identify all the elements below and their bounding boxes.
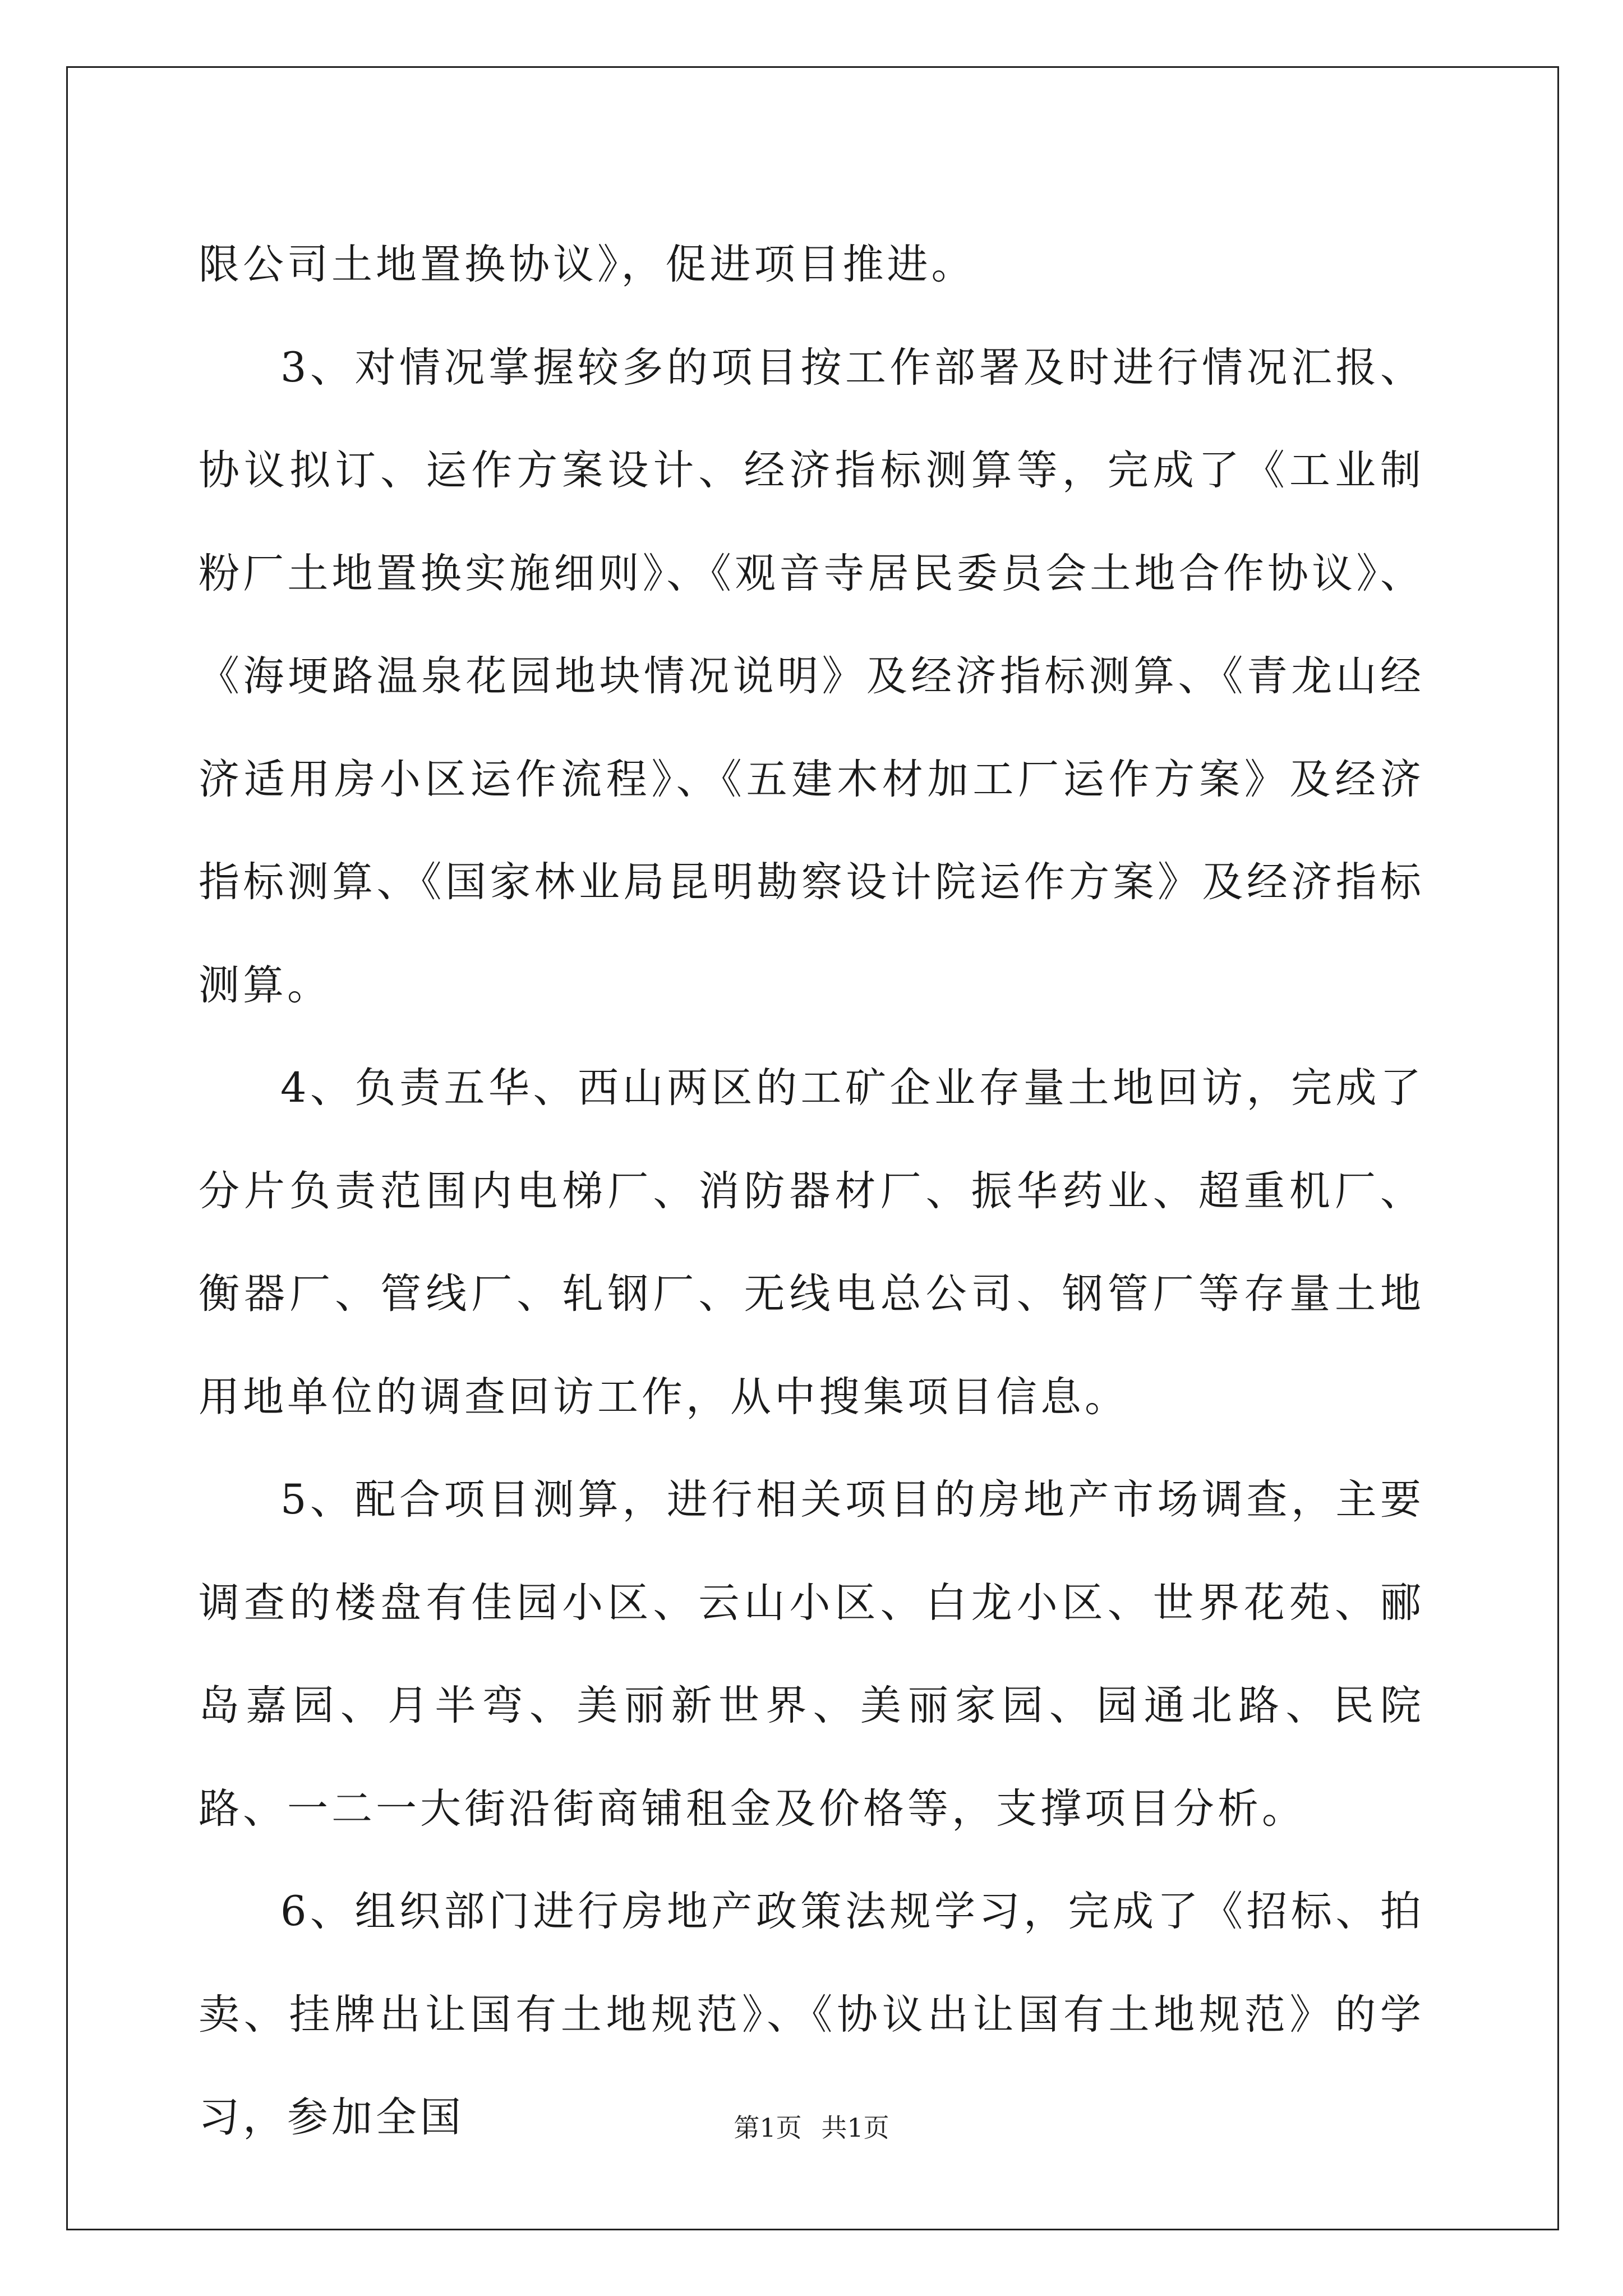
- page-footer: [0, 2108, 1623, 2145]
- paragraph-item-3: 3、对情况掌握较多的项目按工作部署及时进行情况汇报、协议拟订、运作方案设计、经济指标测算等，完成了《工业制粉厂土地置换实施细则》、《观音寺居民委员会土地合作协议》、《海埂路温泉花园地块情况说明》及经济指标测算、《青龙山经济适用房小区运作流程》、《五建木材加工厂运作方案》及经济指标测算、《国家林业局昆明勘察设计院运作方案》及经济指标测算。: [199, 343, 1424, 1009]
- document-body: [199, 213, 1424, 2169]
- page-number: 第1页: [734, 2113, 802, 2143]
- page-total: 共1页: [821, 2113, 889, 2143]
- paragraph-item-6: 6、组织部门进行房地产政策法规学习，完成了《招标、拍卖、挂牌出让国有土地规范》、《协议出让国有土地规范》的学习，参加全国: [199, 1888, 1424, 2141]
- paragraph-item-4: 4、负责五华、西山两区的工矿企业存量土地回访，完成了分片负责范围内电梯厂、消防器材厂、振华药业、超重机厂、衡器厂、管线厂、轧钢厂、无线电总公司、钢管厂等存量土地用地单位的调查回访工作，从中搜集项目信息。: [199, 1064, 1424, 1421]
- paragraph-item-5: 5、配合项目测算，进行相关项目的房地产市场调查，主要调查的楼盘有佳园小区、云山小区、白龙小区、世界花苑、郦岛嘉园、月半弯、美丽新世界、美丽家园、园通北路、民院路、一二一大街沿街商铺租金及价格等，支撑项目分析。: [199, 1476, 1424, 1833]
- paragraph-continuation: 限公司土地置换协议》，促进项目推进。: [199, 241, 976, 288]
